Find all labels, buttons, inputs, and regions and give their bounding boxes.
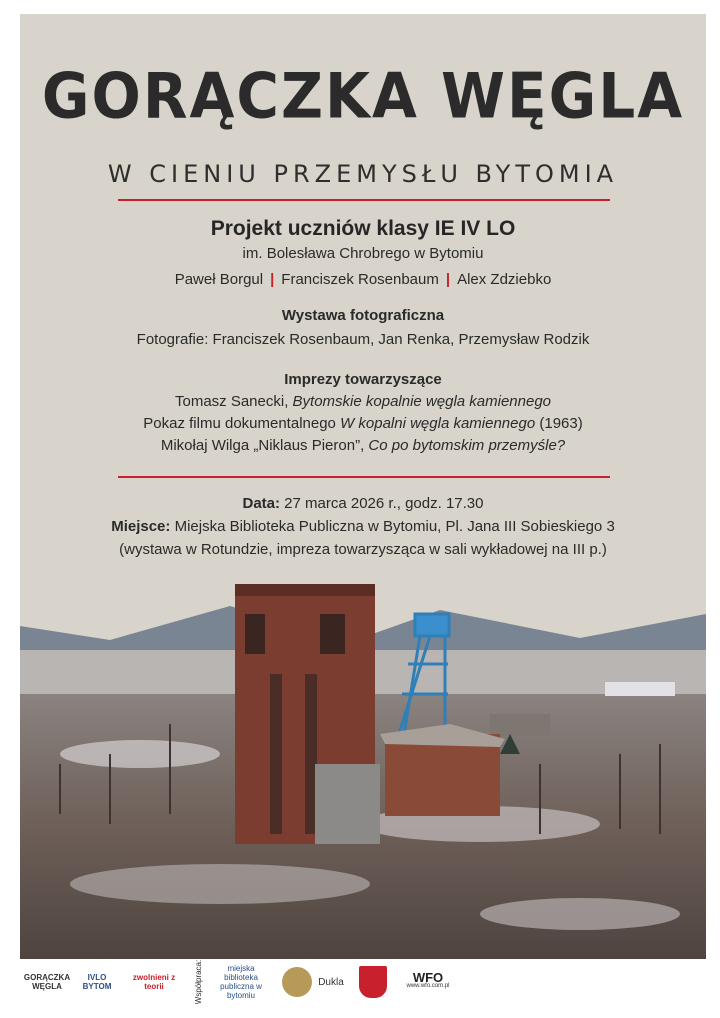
- exhibition-section: [20, 307, 706, 348]
- place-note: (wystawa w Rotundzie, impreza towarzysząca w sali wykładowej na III p.): [119, 541, 607, 558]
- events-heading: Imprezy towarzyszące: [284, 371, 442, 388]
- goraczka-wegla-logo: [22, 965, 72, 999]
- date-line: [20, 492, 706, 515]
- author-separator-1: |: [270, 271, 275, 288]
- snow-patch: [60, 740, 220, 768]
- project-heading: Projekt uczniów klasy IE IV LO: [210, 217, 516, 240]
- author-separator-2: |: [445, 271, 451, 288]
- author-1: Paweł Borgul: [174, 271, 264, 288]
- mine-photo: [20, 584, 706, 959]
- dukla-logo-icon: [282, 967, 312, 997]
- date-label: Data:: [242, 495, 281, 512]
- zwolnieni-logo-text: zwolnieni z teorii: [132, 973, 176, 991]
- wfo-url: www.wfo.com.pl: [406, 983, 450, 989]
- event-1-title: Bytomskie kopalnie węgla kamiennego: [292, 393, 552, 410]
- exhibition-heading: Wystawa fotograficzna: [281, 307, 445, 324]
- goraczka-wegla-logo-text: GORĄCZKA WĘGLA: [23, 973, 71, 991]
- exhibition-photos: Fotografie: Franciszek Rosenbaum, Jan Renka, Przemysław Rodzik: [136, 331, 590, 348]
- place-line: [20, 515, 706, 538]
- lower-building: [315, 764, 380, 844]
- ivlo-logo: [80, 965, 114, 999]
- snow-patch: [480, 898, 680, 930]
- place-label: Miejsce:: [111, 518, 171, 535]
- event-3-title: Co po bytomskim przemyśle?: [368, 437, 566, 454]
- event-3-author: Mikołaj Wilga „Niklaus Pieron”,: [160, 437, 369, 454]
- event-1-author: Tomasz Sanecki,: [174, 393, 293, 410]
- authors-line: [20, 271, 706, 288]
- poster-title: GORĄCZKA WĘGLA: [41, 59, 685, 133]
- date-value: 27 marca 2026 r., godz. 17.30: [280, 495, 484, 512]
- ivlo-logo-text: IVLO BYTOM: [82, 973, 112, 991]
- event-2-year: (1963): [535, 415, 583, 432]
- dukla-logo: [278, 965, 348, 999]
- library-logo-text: miejska biblioteka publiczna w bytomiu: [220, 964, 262, 1000]
- snow-patch: [70, 864, 370, 904]
- school-name: im. Bolesława Chrobrego w Bytomiu: [242, 245, 484, 262]
- events-section: [20, 369, 706, 457]
- library-logo: [218, 965, 264, 999]
- info-section: [20, 492, 706, 561]
- wspolpraca-label: [181, 959, 215, 1004]
- sponsor-bar: [20, 959, 706, 1004]
- zwolnieni-z-teorii-logo: [124, 965, 184, 999]
- poster-subtitle: W CIENIU PRZEMYSŁU BYTOMIA: [107, 160, 619, 188]
- poster: [20, 14, 706, 1004]
- wfo-logo-text: WFO: [412, 970, 444, 985]
- divider-bottom: [118, 476, 610, 478]
- event-1: [20, 391, 706, 413]
- event-2-title: W kopalni węgla kamiennego: [340, 415, 536, 432]
- author-3: Alex Zdziebko: [457, 271, 552, 288]
- shield-icon: [359, 966, 387, 998]
- distant-building: [605, 682, 675, 696]
- place-value: Miejska Biblioteka Publiczna w Bytomiu, Pl. Jana III Sobieskiego 3: [170, 518, 615, 535]
- author-2: Franciszek Rosenbaum: [281, 271, 439, 288]
- project-section: [20, 217, 706, 288]
- event-2-label: Pokaz filmu dokumentalnego: [143, 415, 341, 432]
- divider-top: [118, 199, 610, 201]
- distant-building-2: [490, 714, 550, 736]
- event-2: [20, 413, 706, 435]
- heraldic-logo: [356, 965, 390, 999]
- wfo-logo: [406, 965, 450, 999]
- wspolpraca-text: Współpraca:: [193, 959, 203, 1004]
- dukla-logo-text: Dukla: [318, 976, 344, 988]
- event-3: [20, 435, 706, 457]
